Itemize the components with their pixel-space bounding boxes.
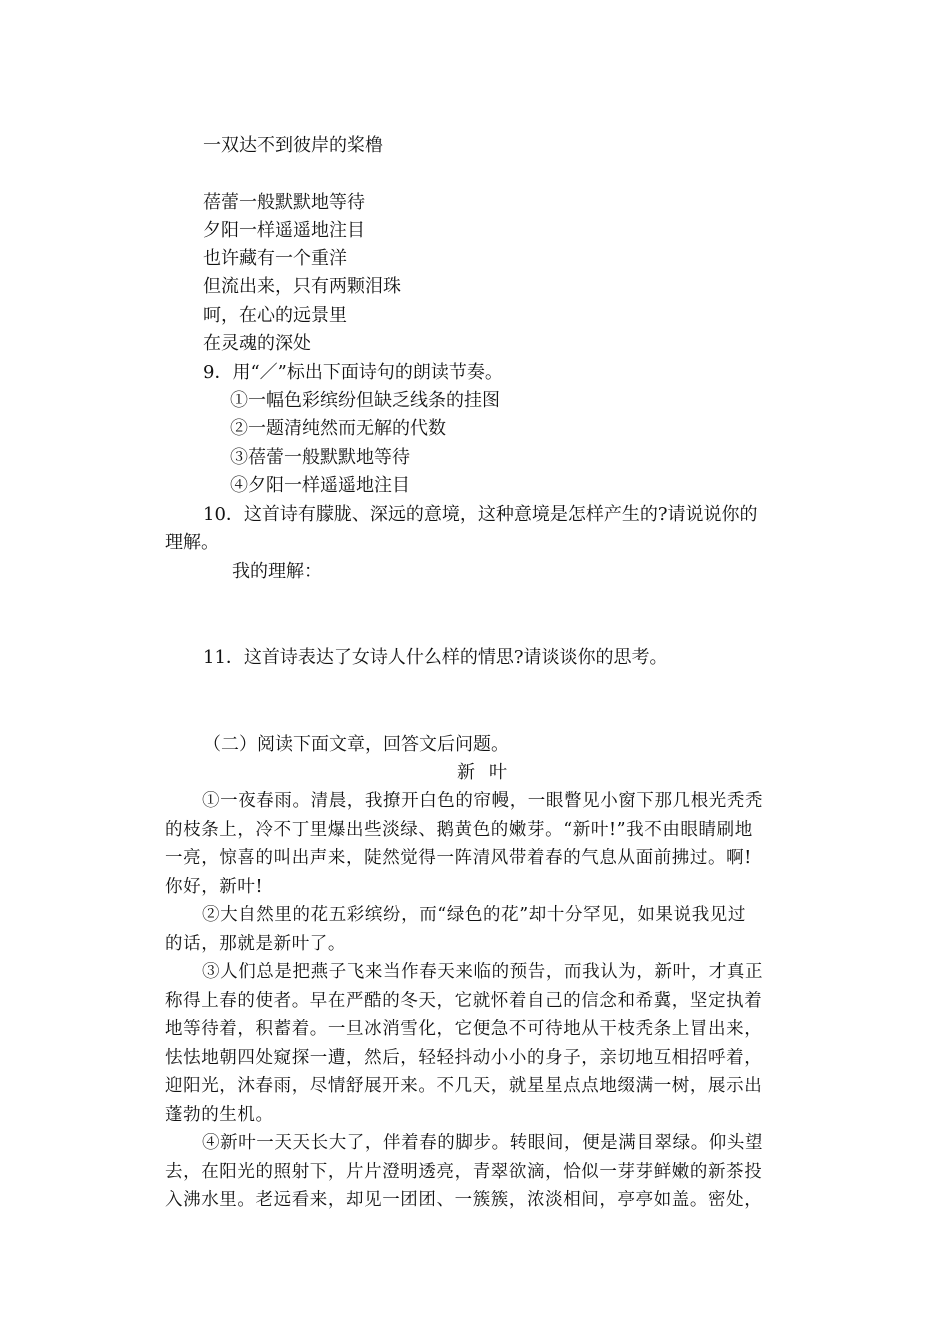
- poem-line: 呵，在心的远景里: [203, 305, 347, 326]
- question-9-option: ④夕阳一样遥遥地注目: [230, 475, 410, 496]
- section-heading: （二）阅读下面文章，回答文后问题。: [203, 734, 509, 755]
- poem-line: 夕阳一样遥遥地注目: [203, 220, 365, 241]
- article-line: 入沸水里。老远看来，却见一团团、一簇簇，浓淡相间，亭亭如盖。密处，: [165, 1190, 763, 1210]
- article-line: 迎阳光，沐春雨，尽情舒展开来。不几天，就星星点点地缀满一树，展示出: [165, 1076, 763, 1096]
- article-line: 的话，那就是新叶了。: [165, 934, 346, 954]
- article-line: 地等待着，积蓄着。一旦冰消雪化，它便急不可待地从干枝秃条上冒出来，: [165, 1019, 763, 1039]
- article-line: 怯怯地朝四处窥探一遭，然后，轻轻抖动小小的身子，亲切地互相招呼着，: [165, 1048, 763, 1068]
- poem-line: 也许藏有一个重洋: [203, 248, 347, 269]
- question-10-prompt-continued: 理解。: [165, 532, 219, 553]
- article-line: 一亮，惊喜的叫出声来，陡然觉得一阵清风带着春的气息从面前拂过。啊!: [165, 848, 752, 868]
- article-line: 去，在阳光的照射下，片片澄明透亮，青翠欲滴，恰似一芽芽鲜嫩的新茶投: [165, 1162, 763, 1182]
- poem-line: 但流出来，只有两颗泪珠: [203, 276, 401, 297]
- poem-line: 蓓蕾一般默默地等待: [203, 192, 365, 213]
- question-9-prompt: 9．用“／”标出下面诗句的朗读节奏。: [203, 362, 503, 383]
- article-line: ②大自然里的花五彩缤纷，而“绿色的花”却十分罕见，如果说我见过: [202, 905, 746, 925]
- article-line: 你好，新叶!: [165, 877, 264, 897]
- question-10-prompt: 10．这首诗有朦胧、深远的意境，这种意境是怎样产生的?请说说你的: [203, 504, 758, 525]
- article-line: 的枝条上，冷不丁里爆出些淡绿、鹅黄色的嫩芽。“新叶!”我不由眼睛刷地: [165, 820, 753, 840]
- poem-line: 在灵魂的深处: [203, 333, 311, 354]
- question-9-option: ②一题清纯然而无解的代数: [230, 418, 446, 439]
- article-line: 蓬勃的生机。: [165, 1105, 274, 1125]
- article-line: ③人们总是把燕子飞来当作春天来临的预告，而我认为，新叶，才真正: [202, 962, 764, 982]
- article-line: 称得上春的使者。早在严酷的冬天，它就怀着自己的信念和希冀，坚定执着: [165, 991, 763, 1011]
- question-9-option: ③蓓蕾一般默默地等待: [230, 447, 410, 468]
- article-line: ①一夜春雨。清晨，我撩开白色的帘幔，一眼瞥见小窗下那几根光秃秃: [202, 791, 764, 811]
- article-line: ④新叶一天天长大了，伴着春的脚步。转眼间，便是满目翠绿。仰头望: [202, 1133, 764, 1153]
- poem-line: 一双达不到彼岸的桨橹: [203, 135, 383, 156]
- question-9-option: ①一幅色彩缤纷但缺乏线条的挂图: [230, 390, 500, 411]
- question-11-prompt: 11．这首诗表达了女诗人什么样的情思?请谈谈你的思考。: [203, 647, 668, 668]
- question-10-answer-label: 我的理解：: [232, 561, 322, 582]
- article-title: 新叶: [457, 762, 521, 783]
